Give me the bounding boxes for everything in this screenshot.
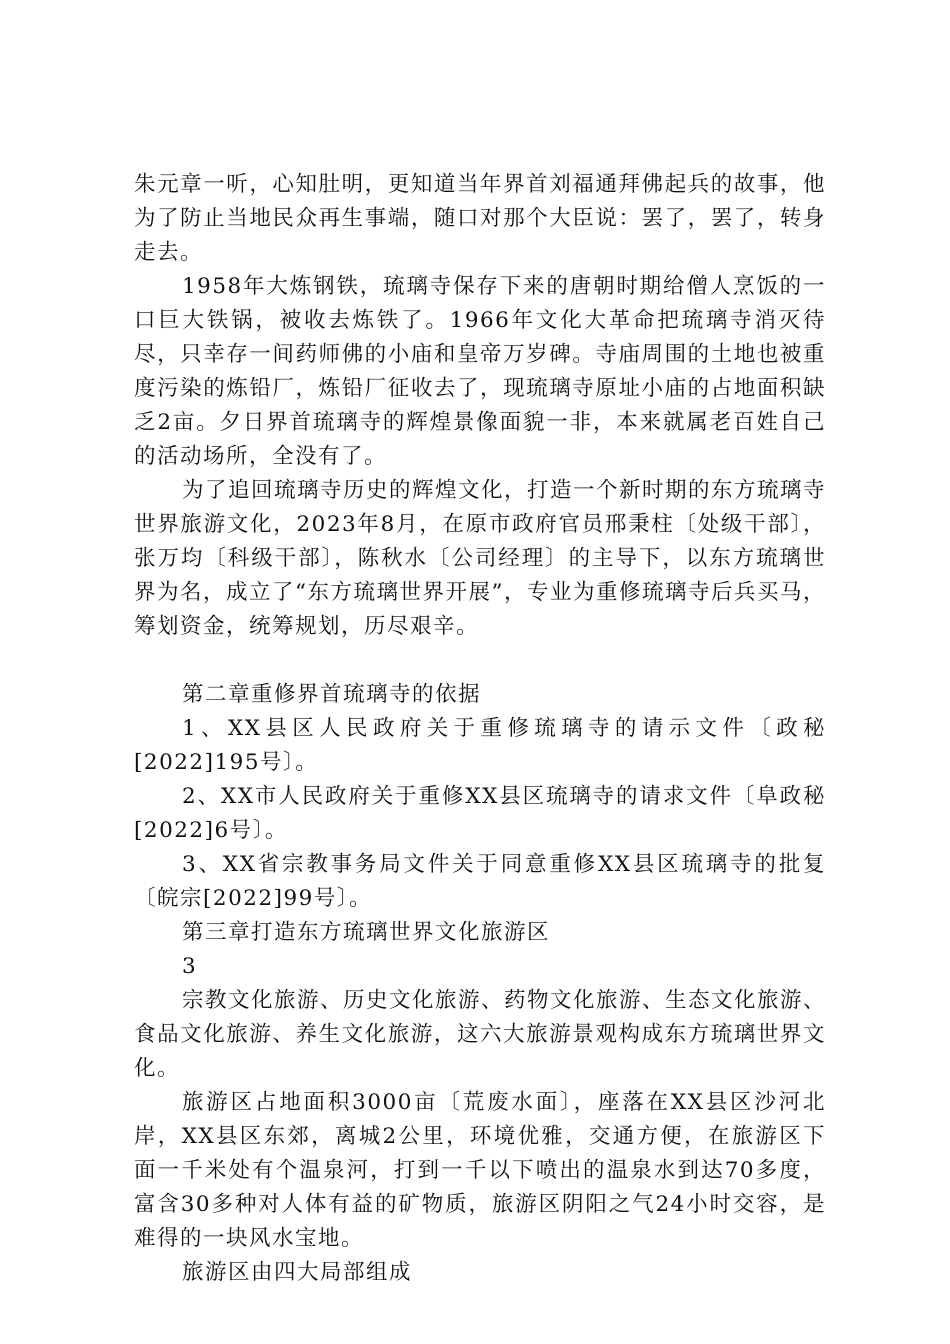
document-body <box>134 168 826 1290</box>
paragraph-tourism-area: 旅游区占地面积3000亩〔荒废水面〕，座落在XX县区沙河北岸，XX县区东郊，离城2公里，环境优雅，交通方便，在旅游区下面一千米处有个温泉河，打到一千以下喷出的温泉水到达70多度，富含30多种对人体有益的矿物质，旅游区阴阳之气24小时交容，是难得的一块风水宝地。 <box>134 1090 826 1251</box>
chapter2-title: 第二章重修界首琉璃寺的依据 <box>182 682 482 707</box>
page-number: 3 <box>182 954 198 979</box>
chapter2-item-2: 2、XX市人民政府关于重修XX县区琉璃寺的请求文件〔阜政秘[2022]6号〕。 <box>134 784 826 843</box>
section-spacer <box>134 644 826 678</box>
paragraph-2023-founding: 为了追回琉璃寺历史的辉煌文化，打造一个新时期的东方琉璃寺世界旅游文化，2023年8月，在原市政府官员邢秉柱〔处级干部〕，张万均〔科级干部〕，陈秋水〔公司经理〕的主导下，以东方琉璃世界为名，成立了“东方琉璃世界开展”，专业为重修琉璃寺后兵买马，筹划资金，统筹规划，历尽艰辛。 <box>134 478 827 639</box>
chapter2-item-1: 1、XX县区人民政府关于重修琉璃寺的请示文件〔政秘[2022]195号〕。 <box>134 716 826 775</box>
paragraph-six-tourism: 宗教文化旅游、历史文化旅游、药物文化旅游、生态文化旅游、食品文化旅游、养生文化旅游，这六大旅游景观构成东方琉璃世界文化。 <box>134 988 827 1081</box>
chapter3-title: 第三章打造东方琉璃世界文化旅游区 <box>182 920 551 945</box>
paragraph-1958-history: 1958年大炼钢铁，琉璃寺保存下来的唐朝时期给僧人烹饭的一口巨大铁锅，被收去炼铁了。1966年文化大革命把琉璃寺消灭待尽，只幸存一间药师佛的小庙和皇帝万岁碑。寺庙周围的土地也被重度污染的炼铅厂，炼铅厂征收去了，现琉璃寺原址小庙的占地面积缺乏2亩。夕日界首琉璃寺的辉煌景像面貌一非，本来就属老百姓自己的活动场所，全没有了。 <box>134 274 826 469</box>
paragraph-four-parts: 旅游区由四大局部组成 <box>182 1260 413 1285</box>
paragraph-zhu-yuanzhang: 朱元章一听，心知肚明，更知道当年界首刘福通拜佛起兵的故事，他为了防止当地民众再生事端，随口对那个大臣说：罢了，罢了，转身走去。 <box>134 172 826 265</box>
chapter2-item-3: 3、XX省宗教事务局文件关于同意重修XX县区琉璃寺的批复〔皖宗[2022]99号〕。 <box>134 852 826 911</box>
